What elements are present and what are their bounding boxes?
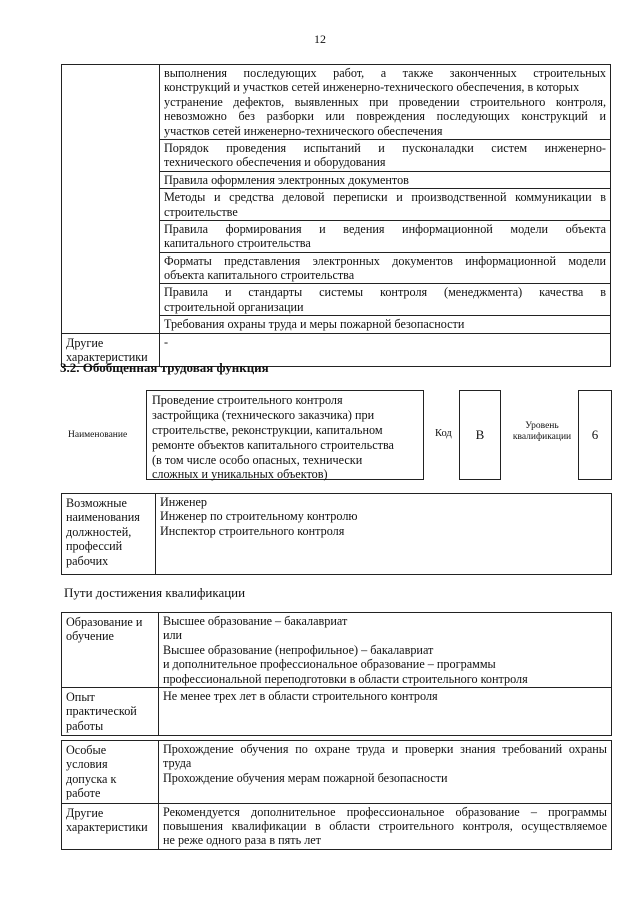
- line: Проведение строительного контроля: [152, 393, 343, 407]
- line: Порядок проведения испытаний и пусконаладки систем инженерно-: [163, 140, 606, 155]
- code-value: В: [475, 427, 485, 442]
- line: Уровень: [525, 421, 559, 431]
- section-heading: 3.2. Обобщенная трудовая функция: [60, 360, 269, 375]
- line: Правила формирования и ведения информационной модели объекта: [163, 221, 606, 236]
- line: рабочих: [66, 553, 109, 568]
- line: ремонте объектов капитального строительства: [152, 437, 394, 452]
- empty-left-cell: [62, 65, 160, 334]
- line: условия: [66, 757, 108, 772]
- line: должностей,: [66, 524, 132, 539]
- line: наименования: [66, 510, 140, 525]
- table-row: [62, 65, 611, 140]
- line: практической: [66, 704, 137, 719]
- knowledge-item: [159, 171, 610, 188]
- line: Инспектор строительного контроля: [159, 523, 345, 538]
- table-row: [62, 613, 612, 688]
- education-value: [158, 613, 611, 688]
- line: участков сетей инженерно-технического обеспечения: [163, 123, 443, 138]
- special-conditions-label: [62, 741, 159, 804]
- line: невозможно без разборки или повреждения последующих конструкций и: [163, 109, 606, 124]
- experience-label: [62, 687, 159, 735]
- line: Инженер по строительному контролю: [159, 509, 358, 524]
- line: Правила оформления электронных документов: [163, 172, 409, 187]
- knowledge-item: [159, 189, 610, 221]
- line: строительной организации: [163, 299, 304, 314]
- knowledge-item: [159, 252, 610, 284]
- line: (в том числе особо опасных, технически: [152, 452, 363, 467]
- line: и дополнительное профессиональное образование – программы: [162, 657, 496, 672]
- code-box: [459, 390, 501, 480]
- line: Образование и: [66, 615, 143, 629]
- line: Высшее образование (непрофильное) – бакалавриат: [162, 642, 434, 657]
- experience-value: [158, 687, 611, 735]
- line: застройщика (технического заказчика) при: [152, 407, 375, 422]
- line: обучение: [66, 629, 114, 644]
- name-label: Наименование: [68, 430, 128, 440]
- line: Правила и стандарты системы контроля (менеджмента) качества в: [163, 285, 606, 300]
- line: устранение дефектов, выявленных при проведении строительного контроля,: [163, 94, 606, 109]
- line: работы: [66, 718, 104, 733]
- conditions-table: [61, 740, 612, 850]
- line: строительстве, реконструкции, капитальном: [152, 422, 383, 437]
- level-label: [506, 421, 578, 444]
- line: Методы и средства деловой переписки и производственной коммуникации в: [163, 190, 606, 205]
- line: Прохождение обучения по охране труда и проверки знания требований охраны: [162, 742, 607, 756]
- other-characteristics-value: -: [159, 333, 610, 367]
- line: технического обеспечения и оборудования: [163, 155, 386, 170]
- line: выполнения последующих работ, а также законченных строительных: [163, 66, 606, 80]
- line: повышения квалификации в области строительного контроля, осуществляемое: [162, 818, 607, 833]
- positions-label: [62, 494, 156, 575]
- knowledge-table: [61, 64, 611, 367]
- line: капитального строительства: [163, 236, 311, 251]
- line: профессиональной переподготовки в области строительного контроля: [162, 671, 528, 686]
- line: объекта капитального строительства: [163, 268, 355, 283]
- knowledge-item: [159, 316, 610, 333]
- line: конструкций и участков сетей инженерно-технического обеспечения, в которых: [163, 80, 580, 95]
- line: Прохождение обучения мерам пожарной безопасности: [162, 770, 448, 785]
- function-name-box: [146, 390, 424, 480]
- line: Другие: [66, 335, 104, 350]
- knowledge-item: [159, 65, 610, 140]
- positions-value: [155, 494, 611, 575]
- line: Другие: [66, 805, 104, 820]
- line: характеристики: [66, 350, 148, 365]
- line: Инженер: [159, 495, 207, 509]
- positions-table: [61, 493, 612, 575]
- line: допуска к: [66, 771, 117, 786]
- line: Форматы представления электронных документов информационной модели: [163, 253, 606, 268]
- line: Рекомендуется дополнительное профессиональное образование – программы: [162, 804, 607, 819]
- line: Возможные: [66, 496, 127, 510]
- special-conditions-value: [158, 741, 611, 804]
- line: Требования охраны труда и меры пожарной безопасности: [163, 317, 465, 332]
- table-row: [62, 741, 612, 804]
- line: квалификации: [512, 432, 572, 443]
- knowledge-item: [159, 139, 610, 171]
- other-chars-value: [158, 803, 611, 849]
- line: Особые: [66, 743, 107, 757]
- line: Опыт: [66, 689, 95, 704]
- line: строительстве: [163, 204, 238, 219]
- education-table: [61, 612, 612, 736]
- page-number: 12: [314, 32, 326, 46]
- line: характеристики: [66, 819, 148, 834]
- level-value: 6: [591, 427, 599, 442]
- line: не реже одного раза в пять лет: [162, 833, 322, 848]
- table-row: [62, 494, 612, 575]
- knowledge-item: [159, 284, 610, 316]
- line: или: [162, 628, 183, 643]
- line: сложных и уникальных объектов): [152, 467, 328, 482]
- qualification-heading: Пути достижения квалификации: [64, 585, 246, 600]
- line: Высшее образование – бакалавриат: [162, 614, 348, 628]
- code-label: Код: [435, 428, 452, 439]
- table-row: [62, 687, 612, 735]
- table-row: [62, 803, 612, 849]
- other-chars-label: [62, 803, 159, 849]
- knowledge-item: [159, 220, 610, 252]
- line: Не менее трех лет в области строительного контроля: [162, 688, 438, 703]
- education-label: [62, 613, 159, 688]
- line: профессий: [66, 539, 123, 554]
- line: работе: [66, 786, 101, 801]
- line: труда: [162, 756, 192, 771]
- level-box: [578, 390, 612, 480]
